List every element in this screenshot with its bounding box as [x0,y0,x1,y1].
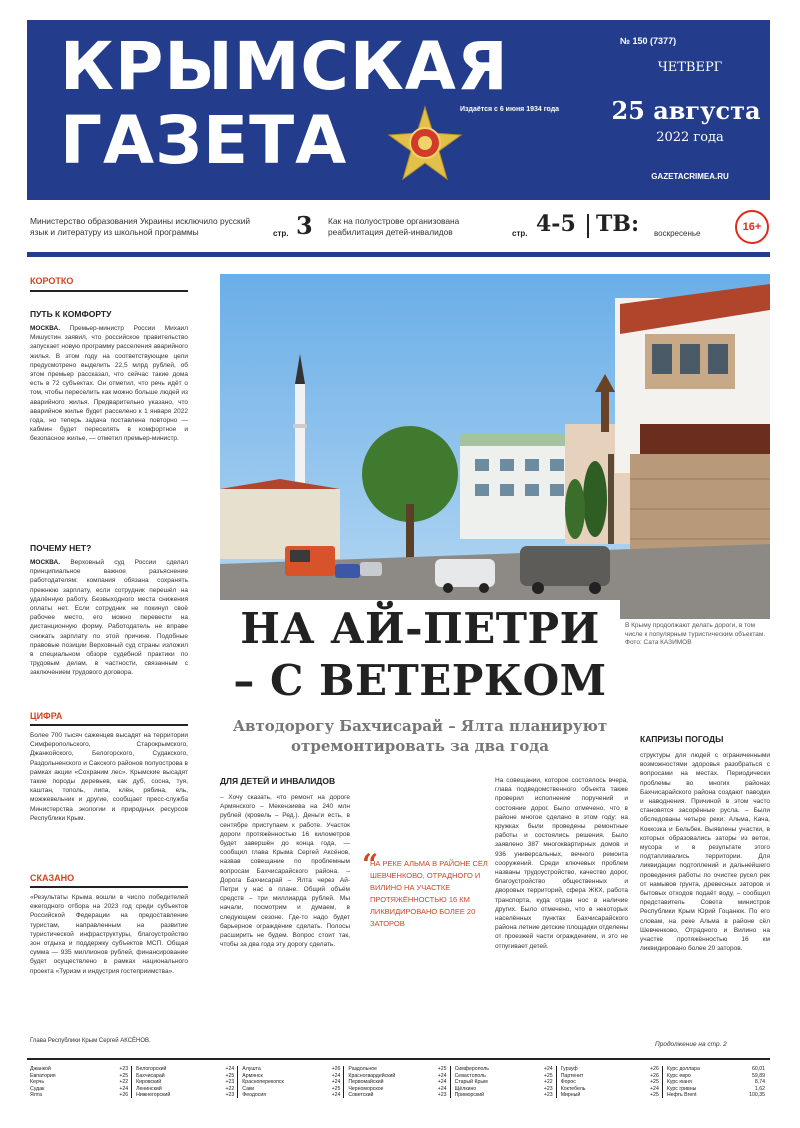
footer-label: Форос [560,1079,576,1086]
teaser-2-text[interactable]: Как на полуострове организована реабилитация детей-инвалидов [328,216,460,237]
footer-value: +22 [225,1085,235,1092]
section-title-tsifra: ЦИФРА [30,711,63,721]
footer-label: Старый Крым [454,1079,488,1086]
masthead-title-line2: ГАЗЕТА [60,102,348,179]
section-rule [30,290,188,292]
since-note: Издаётся с 6 июня 1934 года [460,106,560,113]
teaser-divider [587,214,589,238]
footer-row [667,1092,765,1099]
footer-value: +24 [650,1085,659,1092]
footer-value: +25 [331,1085,341,1092]
article-col1: – Хочу сказать, что ремонт на дороге Армянского – Мекензиева на 240 млн рублей (кровель – Ред.). Деньги есть, в сентябре приступаем к работе. Участок дороги протяжённостью 16 километров будет завершён до конца года, — сообщил глава Крыма Сергей Аксёнов, назвав совещание по проблемным вопросам Бахчисарайского района. – Дорога Бахчисарай – Ялта через Ай-Петри у нас в плане. Общий объём средств – три миллиарда рублей. Мы начали, посмотрим и думаем, в следующем сезоне. Где-то надо будет барьерное ограждение сделать. Полосы расширить не будем. Вопрос стоит так, чтобы за два года эту дорогу сделать. [220,794,350,949]
footer-row [561,1079,659,1086]
footer-label: Партенит [560,1072,584,1079]
footer-row [348,1079,446,1086]
subhead-kaprizy-pogody: КАПРИЗЫ ПОГОДЫ [640,734,724,744]
footer-label: Симферополь [454,1066,490,1072]
footer-label: Бахчисарай [136,1072,165,1079]
footer-row [136,1066,234,1073]
subhead-pochemu-net: ПОЧЕМУ НЕТ? [30,543,92,553]
main-headline [220,600,620,714]
footer-label: Джанкой [30,1066,51,1072]
footer-value: +24 [225,1066,235,1072]
footer-label: Раздольное [348,1066,377,1072]
footer-label: Белогорский [136,1066,167,1072]
article-pochemu-net [30,558,188,698]
footer-label: Ленинский [136,1085,162,1092]
continued-note[interactable]: Продолжение на стр. 2 [655,1041,727,1048]
footer-value: +23 [119,1066,129,1072]
footer-row [667,1079,765,1086]
order-emblem-icon [387,105,463,185]
footer-value: +23 [543,1085,553,1092]
footer-value: +25 [650,1092,659,1099]
footer-divider [556,1066,557,1098]
footer-value: +26 [331,1066,341,1072]
footer-label: Армянск [242,1072,263,1079]
footer-value: +25 [225,1072,235,1079]
footer-row [667,1073,765,1080]
teaser-1-page-label: стр. [273,229,289,238]
footer-value: +24 [331,1092,341,1099]
footer-value: +24 [331,1079,341,1086]
issue-date: 25 августа [611,96,761,125]
footer-row [561,1066,659,1073]
footer-label: Курс юаня [666,1079,692,1086]
masthead-title-line1: КРЫМСКАЯ [60,28,509,105]
footer-value: +25 [119,1072,129,1079]
headline-subtitle: Автодорогу Бахчисарай – Ялта планируют отремонтировать за два года [232,717,608,755]
footer-label: Щёлкино [454,1085,477,1092]
footer-value: +26 [650,1072,659,1079]
footer-row [242,1079,340,1086]
footer-row [667,1066,765,1073]
article-col3: структуры для людей с ограниченными возможностями здоровья разобраться с вопросами на местах. Периодически проблемы во многих районах Бахчисарайского района создают паводки и наводнения. Причиной в этом часто становятся засорённые русла. – Были обследованы четыре реки: Альма, Кача, Коккозка и Бельбек. Выявлены участки, в которых образовались заторы из веток, мусора и в результате этого подтапливались территории. Для ликвидации подтоплений и дальнейшего проведения работы по очистке русел рек от намывов грунта, древесных заторов и бытовых отходов подаёт воду, – сообщил представитель Совета министров Республики Крым Юрий Гоцанюк. По его словам, на реке Альма в районе сёл Шевченково, Отрадного и Вилино на участке протяжённостью 16 км ликвидировано более 20 заторов. [640,752,770,953]
headline-line2: – С ВЕТЕРКОМ [233,656,607,705]
footer-divider [131,1066,132,1098]
subhead-put-k-komfortu: ПУТЬ К КОМФОРТУ [30,309,112,319]
footer-row [455,1079,553,1086]
footer-row [30,1079,128,1086]
footer-label: Севастополь [454,1072,486,1079]
footer-value: +23 [437,1092,447,1099]
footer-row [667,1086,765,1093]
footer-label: Кировский [136,1079,162,1086]
footer-label: Евпатория [30,1072,56,1079]
headline-line1: НА АЙ-ПЕТРИ [240,604,600,653]
section-title-skazano: СКАЗАНО [30,873,75,883]
footer-label: Нижнегорский [136,1092,171,1099]
footer-value: +23 [543,1092,553,1099]
teaser-1-page-number: 3 [296,211,313,240]
footer-column [455,1066,553,1099]
weekday: ЧЕТВЕРГ [657,60,723,75]
footer-row [242,1092,340,1099]
article-col3-top [640,676,770,726]
footer-value: +25 [437,1066,447,1072]
footer-row [30,1092,128,1099]
footer-value: +26 [119,1092,129,1099]
footer-value: +22 [119,1079,129,1086]
footer-value: +25 [543,1072,553,1079]
footer-value: +24 [437,1079,447,1086]
footer-row [30,1086,128,1093]
footer-label: Алушта [242,1066,261,1072]
tv-sub: воскресенье [654,229,701,238]
article-tsifra: Более 700 тысяч саженцев высадят на территории Симферопольского, Старокрымского, Джанкойского, Белогорского, Судакского, Раздольненского и Сакского районов полуострова в рамках акции «Сохраним лес». Крымские высадят такие породы деревьев, как дуб, сосна, туя, каштан, тополь, липа, клён, рябина, ель, можжевельник и другие, сообщает пресс-служба Министерства экологии и природных ресурсов Республики Крым. [30,732,188,822]
footer-value: +23 [225,1092,235,1099]
footer-label: Советский [348,1092,374,1099]
footer-value: +24 [437,1085,447,1092]
footer-label: Судак [30,1085,45,1092]
dateline: МОСКВА. [30,559,61,566]
cover-photo [220,274,770,619]
footer-label: Первомайский [348,1079,384,1086]
subhead-dlya-detei: ДЛЯ ДЕТЕЙ И ИНВАЛИДОВ [220,776,336,786]
footer-value: 1,62 [754,1085,765,1092]
footer-value: +26 [650,1066,659,1072]
masthead [27,20,770,200]
footer-divider [237,1066,238,1098]
footer-divider [343,1066,344,1098]
footer-label: Коктебель [560,1085,586,1092]
footer-label: Приморский [454,1092,485,1099]
footer-column [348,1066,446,1099]
footer-row [561,1092,659,1099]
teaser-2-page-number: 4-5 [536,211,576,237]
footer-value: +22 [543,1079,553,1086]
teaser-1-text[interactable]: Министерство образования Украины исключило русский язык и литературу из школьной программы [30,216,251,237]
footer-value: +24 [543,1066,553,1072]
footer-column [136,1066,234,1099]
footer-row [242,1086,340,1093]
teaser-2-page-label: стр. [512,229,528,238]
issue-number: № 150 (7377) [620,36,677,46]
footer-divider [662,1066,663,1098]
footer-value: +24 [437,1072,447,1079]
article-text: Верховный суд России сделал принципиальное важное разъяснение работодателям: компания обязана сохранять прежнюю зарплату, если сотрудник перешёл на удалённую работу. Безвыходного места снижения оплаты нет. Если сотрудник не покинул своё рабочее место, его можно перевести на дистанционную форму. Работодатель не вправе снижать зарплату по этой причине. Подобные правовые позиции Верховный суд страны изложил в специальном обзоре судебной практики по трудовым делам, в частности, связанным с заключением трудового договора. [30,559,188,677]
street-scene-illustration [220,274,770,619]
footer-label: Гурзуф [560,1066,578,1072]
footer-column [30,1066,128,1099]
article-text: Премьер-министр России Михаил Мишустин заявил, что российское правительство запускает новую программу расселения аварийного жилья. В этом году на соответствующие цели предусмотрено выделить 22,5 млрд рублей, об этом премьер рассказал, что сейчас такие дома есть в 72 субъектах. Он отметил, что речь идёт о том, чтобы переселить как можно больше людей из аварийного жилья. Предварительно указано, что аварийное жилье будет расселено к 1 января 2022 года, но теперь задача поставлена повторно — кабмин будет переселять в комфортное и безопасное жилье, — отметил премьер-министр. [30,325,188,443]
quote-mark-icon: “ [362,848,379,881]
footer-rule [27,1058,770,1060]
footer-label: Феодосия [242,1092,267,1099]
footer-value: 8,74 [754,1079,765,1086]
pull-quote: НА РЕКЕ АЛЬМА В РАЙОНЕ СЁЛ ШЕВЧЕНКОВО, ОТРАДНОГО И ВИЛИНО НА УЧАСТКЕ ПРОТЯЖЁННОСТЬЮ 16 КМ ЛИКВИДИРОВАНО БОЛЕЕ 20 ЗАТОРОВ [370,859,488,928]
footer-column [242,1066,340,1099]
article-col2: На совещании, которое состоялось вчера, глава подведомственного объекта также проверил исполнение поручений и состояние дорог. Было отмечено, что в районе многое сделано в этом году: на кружках были проведены ремонтные работы и состоялись решения. Было заявлено 387 многоквартирных домов и 936 универсальных, вечного ремонта сооружений. Среди ключевых проблем названы трудоустройство, качество дорог, благоустройство общественных и дворовых территорий, сфера ЖКХ, работа транспорта, куда отдан нос в наличие других. Было отмечено, что в некоторых населённых пунктах Бахчисарайского района летние детские площадки отделены от проезжей части ограждением, и это не отпугивает детей. [495,777,628,950]
footer-label: Курс гривны [666,1085,697,1092]
article-skazano: «Результаты Крыма вошли в число победителей ежегодного отбора на 2023 год среди субъектов Российской Федерации на предоставление туристам, направленным на развитие туристической инфраструктуры, благоустройство зон отдыха и поддержку субъектов МСП. Общая сумма — 935 миллионов рублей, финансирование будет осуществлено в рамках национального проекта «Туризм и индустрия гостеприимства». [30,894,188,975]
footer-label: Саки [242,1085,255,1092]
dateline: МОСКВА. [30,325,61,332]
section-rule [30,886,188,888]
footer-row [348,1066,446,1073]
footer-label: Черноморское [348,1085,384,1092]
footer-row [30,1073,128,1080]
footer-value: +24 [119,1085,129,1092]
footer-label: Курс евро [666,1072,691,1079]
footer-row [30,1066,128,1073]
quote-attribution: Глава Республики Крым Сергей АКСЁНОВ. [30,1038,151,1044]
footer-value: +23 [225,1079,235,1086]
footer-weather-rates [27,1062,770,1102]
section-rule [30,724,188,726]
website-link[interactable]: GAZETACRIMEA.RU [651,172,729,181]
footer-column [561,1066,659,1099]
article-put-k-komfortu [30,324,188,528]
footer-value: +24 [331,1072,341,1079]
footer-row [136,1092,234,1099]
footer-row [455,1066,553,1073]
footer-column [667,1066,765,1099]
header-rule [27,252,770,257]
footer-value: 100,35 [749,1092,765,1099]
footer-row [348,1092,446,1099]
footer-divider [450,1066,451,1098]
photo-caption: В Крыму продолжают делать дороги, в том числе к популярным туристическим объектам. Фото: Сата КАЗИМОВ [625,622,766,647]
footer-value: 60,01 [752,1066,765,1072]
footer-row [455,1092,553,1099]
footer-row [136,1079,234,1086]
footer-label: Красногвардейский [348,1072,396,1079]
footer-label: Мирный [560,1092,581,1099]
footer-value: 59,89 [752,1072,765,1079]
footer-label: Нефть Brent [666,1092,697,1099]
age-rating-badge: 16+ [735,210,769,244]
footer-row [561,1073,659,1080]
footer-value: +25 [650,1079,659,1086]
footer-row [242,1066,340,1073]
issue-year: 2022 года [656,130,724,145]
tv-label[interactable]: ТВ: [596,211,640,237]
footer-label: Керчь [30,1079,45,1086]
section-title-korotko: КОРОТКО [30,276,74,286]
footer-label: Курс доллара [666,1066,700,1072]
footer-row [242,1073,340,1080]
footer-label: Красноперекопск [242,1079,284,1086]
footer-label: Ялта [30,1092,42,1099]
